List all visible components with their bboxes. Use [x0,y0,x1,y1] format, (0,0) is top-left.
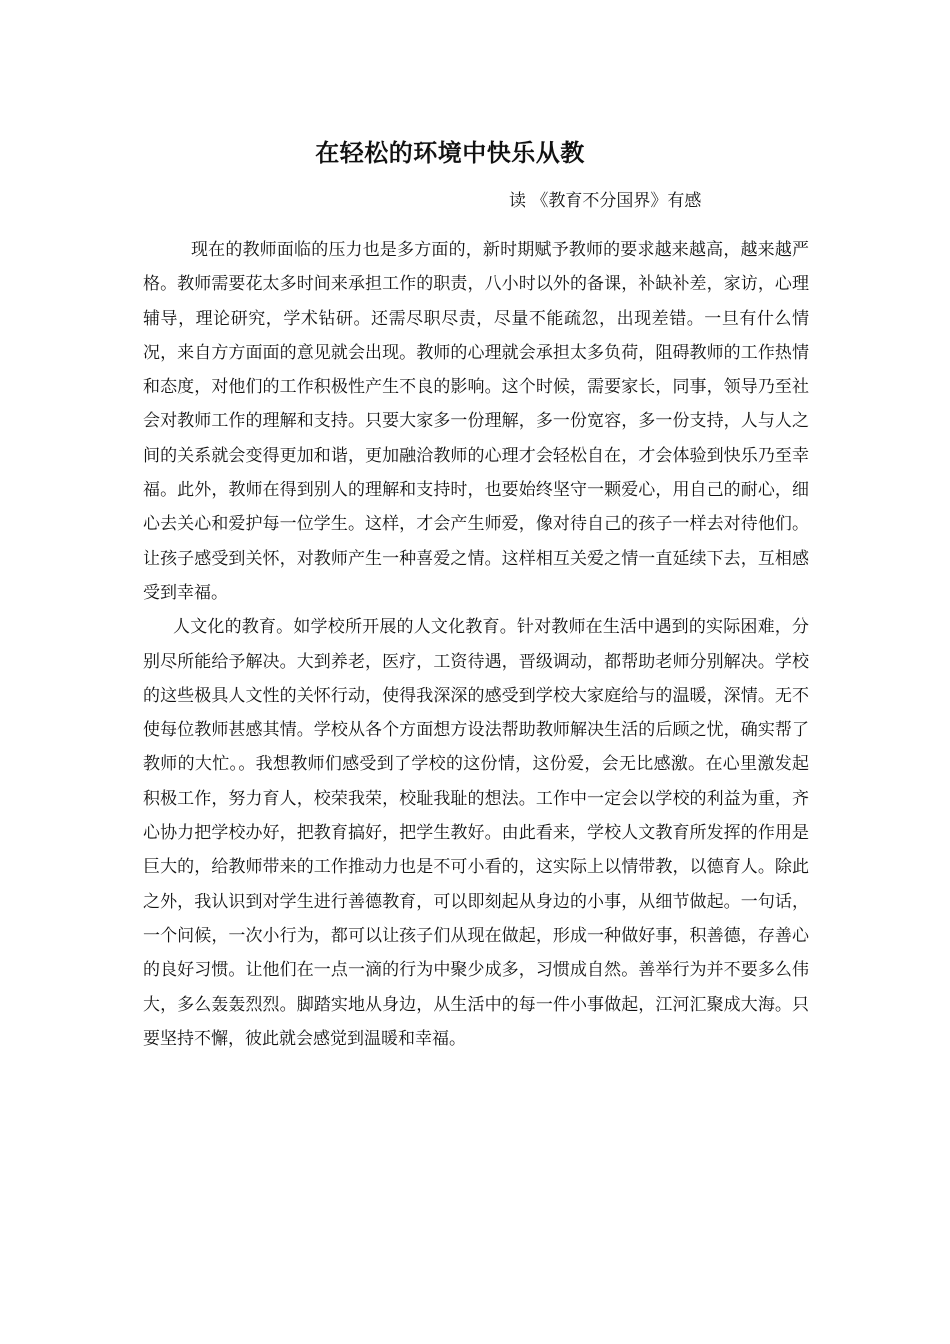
body-paragraph-1: 现在的教师面临的压力也是多方面的，新时期赋予教师的要求越来越高，越来越严格。教师需要花太多时间来承担工作的职责，八小时以外的备课，补缺补差，家访，心理辅导，理论研究，学术钻研。还需尽职尽责，尽量不能疏忽，出现差错。一旦有什么情况，来自方方面面的意见就会出现。教师的心理就会承担太多负荷，阻碍教师的工作热情和态度，对他们的工作积极性产生不良的影响。这个时候，需要家长，同事，领导乃至社会对教师工作的理解和支持。只要大家多一份理解，多一份宽容，多一份支持，人与人之间的关系就会变得更加和谐，更加融洽教师的心理才会轻松自在，才会体验到快乐乃至幸福。此外，教师在得到别人的理解和支持时，也要始终坚守一颗爱心，用自己的耐心，细心去关心和爱护每一位学生。这样，才会产生师爱，像对待自己的孩子一样去对待他们。让孩子感受到关怀，对教师产生一种喜爱之情。这样相互关爱之情一直延续下去，互相感受到幸福。 [143,240,809,603]
document-body [143,233,809,1056]
document-title: 在轻松的环境中快乐从教 [315,139,585,167]
document-subtitle: 读 《教育不分国界》有感 [509,191,702,211]
body-paragraph-2: 人文化的教育。如学校所开展的人文化教育。针对教师在生活中遇到的实际困难，分别尽所能给予解决。大到养老，医疗，工资待遇，晋级调动，都帮助老师分别解决。学校的这些极具人文性的关怀行动，使得我深深的感受到学校大家庭给与的温暖，深情。无不使每位教师甚感其情。学校从各个方面想方设法帮助教师解决生活的后顾之忧，确实帮了教师的大忙。。我想教师们感受到了学校的这份情，这份爱，会无比感激。在心里激发起积极工作，努力育人，校荣我荣，校耻我耻的想法。工作中一定会以学校的利益为重，齐心协力把学校办好，把教育搞好，把学生教好。由此看来，学校人文教育所发挥的作用是巨大的，给教师带来的工作推动力也是不可小看的，这实际上以情带教，以德育人。除此之外，我认识到对学生进行善德教育，可以即刻起从身边的小事，从细节做起。一句话，一个问候，一次小行为，都可以让孩子们从现在做起，形成一种做好事，积善德，存善心的良好习惯。让他们在一点一滴的行为中聚少成多，习惯成自然。善举行为并不要多么伟大，多么轰轰烈烈。脚踏实地从身边，从生活中的每一件小事做起，江河汇聚成大海。只要坚持不懈，彼此就会感觉到温暖和幸福。 [143,617,809,1049]
